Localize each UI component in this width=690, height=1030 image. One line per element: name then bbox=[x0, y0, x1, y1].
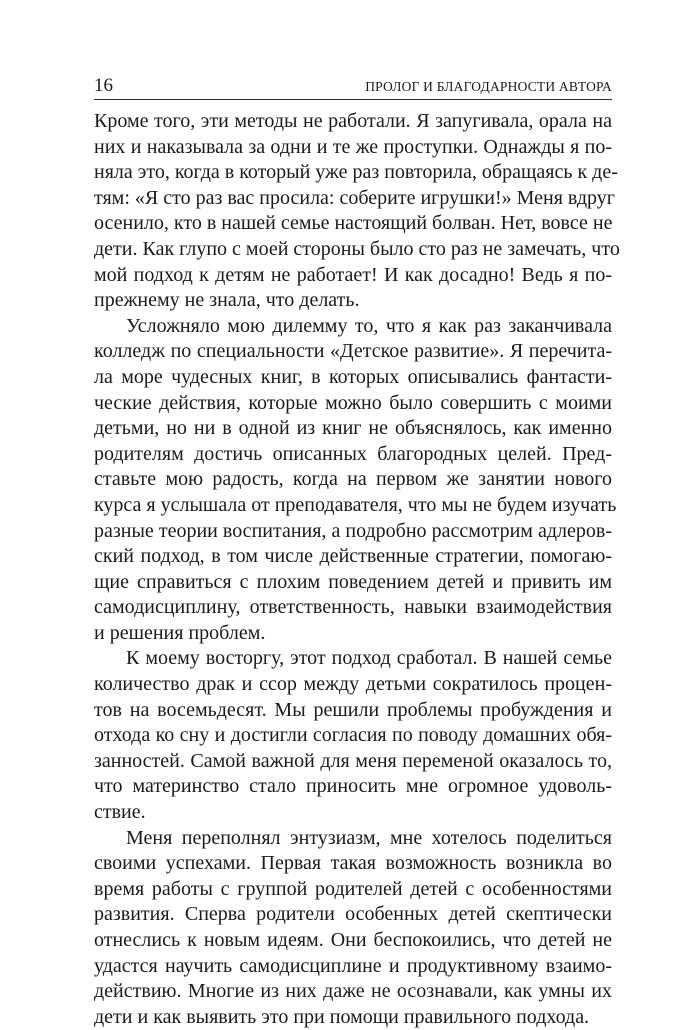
text-line: курса я услышала от преподавателя, что мы не будем изучать bbox=[94, 493, 617, 516]
text-line: тов на восемьдесят. Мы решили проблемы пробуждения и bbox=[94, 698, 612, 721]
text-line: самодисциплину, ответственность, навыки взаимодействия bbox=[94, 596, 612, 619]
text-line: ческие действия, которые можно было совершить с моими bbox=[94, 391, 612, 414]
text-line: что материнство стало приносить мне огромное удоволь- bbox=[94, 775, 612, 798]
text-line: них и наказывала за одни и те же проступки. Однажды я по- bbox=[94, 135, 612, 158]
text-line: осенило, кто в нашей семье настоящий болван. Нет, вовсе не bbox=[94, 212, 613, 235]
page-number: 16 bbox=[94, 75, 113, 96]
text-line: колледж по специальности «Детское развитие». Я перечита- bbox=[94, 340, 612, 363]
text-line: тям: «Я сто раз вас просила: соберите игрушки!» Меня вдруг bbox=[94, 186, 615, 209]
text-line: разные теории воспитания, а подробно рассмотрим адлеров- bbox=[94, 519, 612, 542]
text-line: детьми, но ни в одной из книг не объяснялось, как именно bbox=[94, 417, 612, 440]
text-line: Усложняло мою дилемму то, что я как раз заканчивала bbox=[126, 314, 612, 337]
text-line: отхода ко сну и достигли согласия по поводу домашних обя- bbox=[94, 724, 612, 747]
text-line: своими успехами. Первая такая возможность возникла во bbox=[94, 852, 612, 875]
text-line: родителям достичь описанных благородных целей. Пред- bbox=[94, 442, 612, 465]
header-rule bbox=[94, 99, 612, 100]
text-line: Кроме того, эти методы не работали. Я запугивала, орала на bbox=[94, 110, 612, 132]
paragraph bbox=[94, 314, 617, 647]
paragraph bbox=[94, 109, 620, 314]
text-line: ствие. bbox=[94, 801, 146, 824]
text-line: отнеслись к новым идеям. Они беспокоились, что детей не bbox=[94, 929, 612, 951]
paragraph bbox=[94, 646, 612, 825]
text-line: няла это, когда в который уже раз повторила, обращаясь к де- bbox=[94, 161, 618, 184]
paragraph bbox=[94, 826, 612, 1030]
text-line: ставьте мою радость, когда на первом же занятии нового bbox=[94, 468, 612, 491]
text-line: мой подход к детям не работает! И как досадно! Ведь я по- bbox=[94, 263, 612, 286]
text-line: количество драк и ссор между детьми сократилось процен- bbox=[94, 673, 612, 696]
text-line: и решения проблем. bbox=[94, 621, 266, 644]
text-line: Меня переполнял энтузиазм, мне хотелось поделиться bbox=[126, 826, 612, 849]
body-text bbox=[94, 109, 620, 1030]
text-line: К моему восторгу, этот подход сработал. В нашей семье bbox=[126, 647, 612, 670]
text-line: развития. Сперва родители особенных детей скептически bbox=[94, 903, 612, 926]
running-head: ПРОЛОГ И БЛАГОДАРНОСТИ АВТОРА bbox=[365, 79, 612, 94]
text-line: ла море чудесных книг, в которых описывались фантасти- bbox=[94, 365, 612, 388]
text-line: занностей. Самой важной для меня переменой оказалось то, bbox=[94, 749, 612, 772]
text-line: щие справиться с плохим поведением детей и привить им bbox=[94, 570, 612, 593]
text-line: ский подход, в том числе действенные стратегии, помогаю- bbox=[94, 545, 612, 568]
text-line: дети и как выявить это при помощи правильного подхода. bbox=[94, 1005, 590, 1028]
text-line: время работы с группой родителей детей с особенностями bbox=[94, 877, 612, 900]
page-header bbox=[94, 74, 612, 100]
text-line: дети. Как глупо с моей стороны было сто раз не замечать, что bbox=[94, 237, 620, 260]
text-line: прежнему не знала, что делать. bbox=[94, 289, 360, 312]
text-line: удастся научить самодисциплине и продуктивному взаимо- bbox=[94, 954, 612, 977]
text-line: действию. Многие из них даже не осознавали, как умны их bbox=[94, 980, 612, 1003]
